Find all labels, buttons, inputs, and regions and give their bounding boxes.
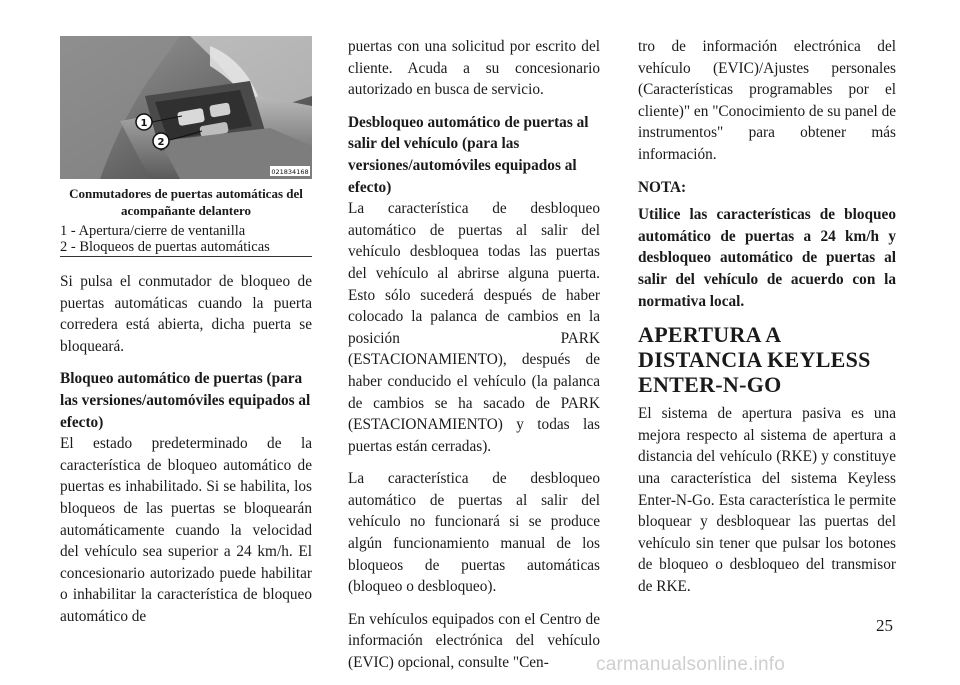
callout-2-label: 2 <box>157 137 165 148</box>
paragraph: puertas con una solicitud por escrito del cliente. Acuda a su concesionario autorizado en busca de servicio. <box>348 38 600 99</box>
page-number: 25 <box>876 616 893 635</box>
legend-item-2: 2 - Bloqueos de puertas automáticas <box>60 239 312 257</box>
subheading-auto-lock: Bloqueo automático de puertas (para las versiones/automóviles equipados al efecto) <box>60 370 311 431</box>
note-body: Utilice las características de bloqueo automático de puertas a 24 km/h y desbloqueo automático de puertas al salir del vehículo de acuerdo con la normativa local. <box>638 206 896 310</box>
subheading-auto-unlock: Desbloqueo automático de puertas al salir del vehículo (para las versiones/automóviles equipados al efecto) <box>348 113 589 196</box>
door-switch-figure <box>60 36 312 179</box>
paragraph: tro de información electrónica del vehículo (EVIC)/Ajustes personales (Características programables por el cliente)" en "Conocimiento de su panel de instrumentos" para obtener más información. <box>638 38 897 163</box>
column-1 <box>60 36 312 639</box>
paragraph: La característica de desbloqueo automático de puertas al salir del vehículo no funcionará si se produce algún funcionamiento manual de los bloqueos de puertas automáticas (bloqueo o desbloqueo). <box>348 470 600 596</box>
note-label: NOTA: <box>638 178 687 196</box>
paragraph: La característica de desbloqueo automático de puertas al salir del vehículo desbloquea todas las puertas del vehículo al abrirse alguna puerta. Esto sólo sucederá después de haber colocado la palanca de cambios en la posición PARK (ESTACIONAMIENTO), después de haber conducido el vehículo (la palanca de cambios se ha sacado de PARK (ESTACIONAMIENTO) y todas las puertas están cerradas). <box>348 200 600 455</box>
section-heading: APERTURA A DISTANCIA KEYLESS ENTER-N-GO <box>638 322 871 398</box>
paragraph: Si pulsa el conmutador de bloqueo de puertas automáticas cuando la puerta corredera está abierta, dicha puerta se bloqueará. <box>60 273 312 355</box>
paragraph: El estado predeterminado de la característica de bloqueo automático de puertas es inhabilitado. Si se habilita, los bloqueos de las puertas se bloquearán automáticamente cuando la velocidad del vehículo sea superior a 24 km/h. El concesionario autorizado puede habilitar o inhabilitar la característica de bloqueo automático de <box>60 435 312 625</box>
door-panel-photo <box>60 36 312 179</box>
legend-item-1: 1 - Apertura/cierre de ventanilla <box>60 223 246 239</box>
figure-code: 021834168 <box>271 168 309 176</box>
paragraph: El sistema de apertura pasiva es una mejora respecto al sistema de apertura a distancia del vehículo (RKE) y constituye una característica del sistema Keyless Enter-N-Go. Esta característica le permite bloquear y desbloquear las puertas del vehículo sin tener que pulsar los botones de bloqueo o desbloqueo del transmisor de RKE. <box>638 405 896 595</box>
watermark-text: carmanualsonline.info <box>596 654 786 675</box>
column-2 <box>348 36 600 685</box>
callout-1-label: 1 <box>140 118 148 129</box>
figure-caption: Conmutadores de puertas automáticas del acompañante delantero <box>69 186 303 218</box>
column-3 <box>638 36 896 608</box>
paragraph: En vehículos equipados con el Centro de información electrónica del vehículo (EVIC) opcional, consulte "Cen- <box>348 610 600 672</box>
figure-legend <box>60 223 312 257</box>
